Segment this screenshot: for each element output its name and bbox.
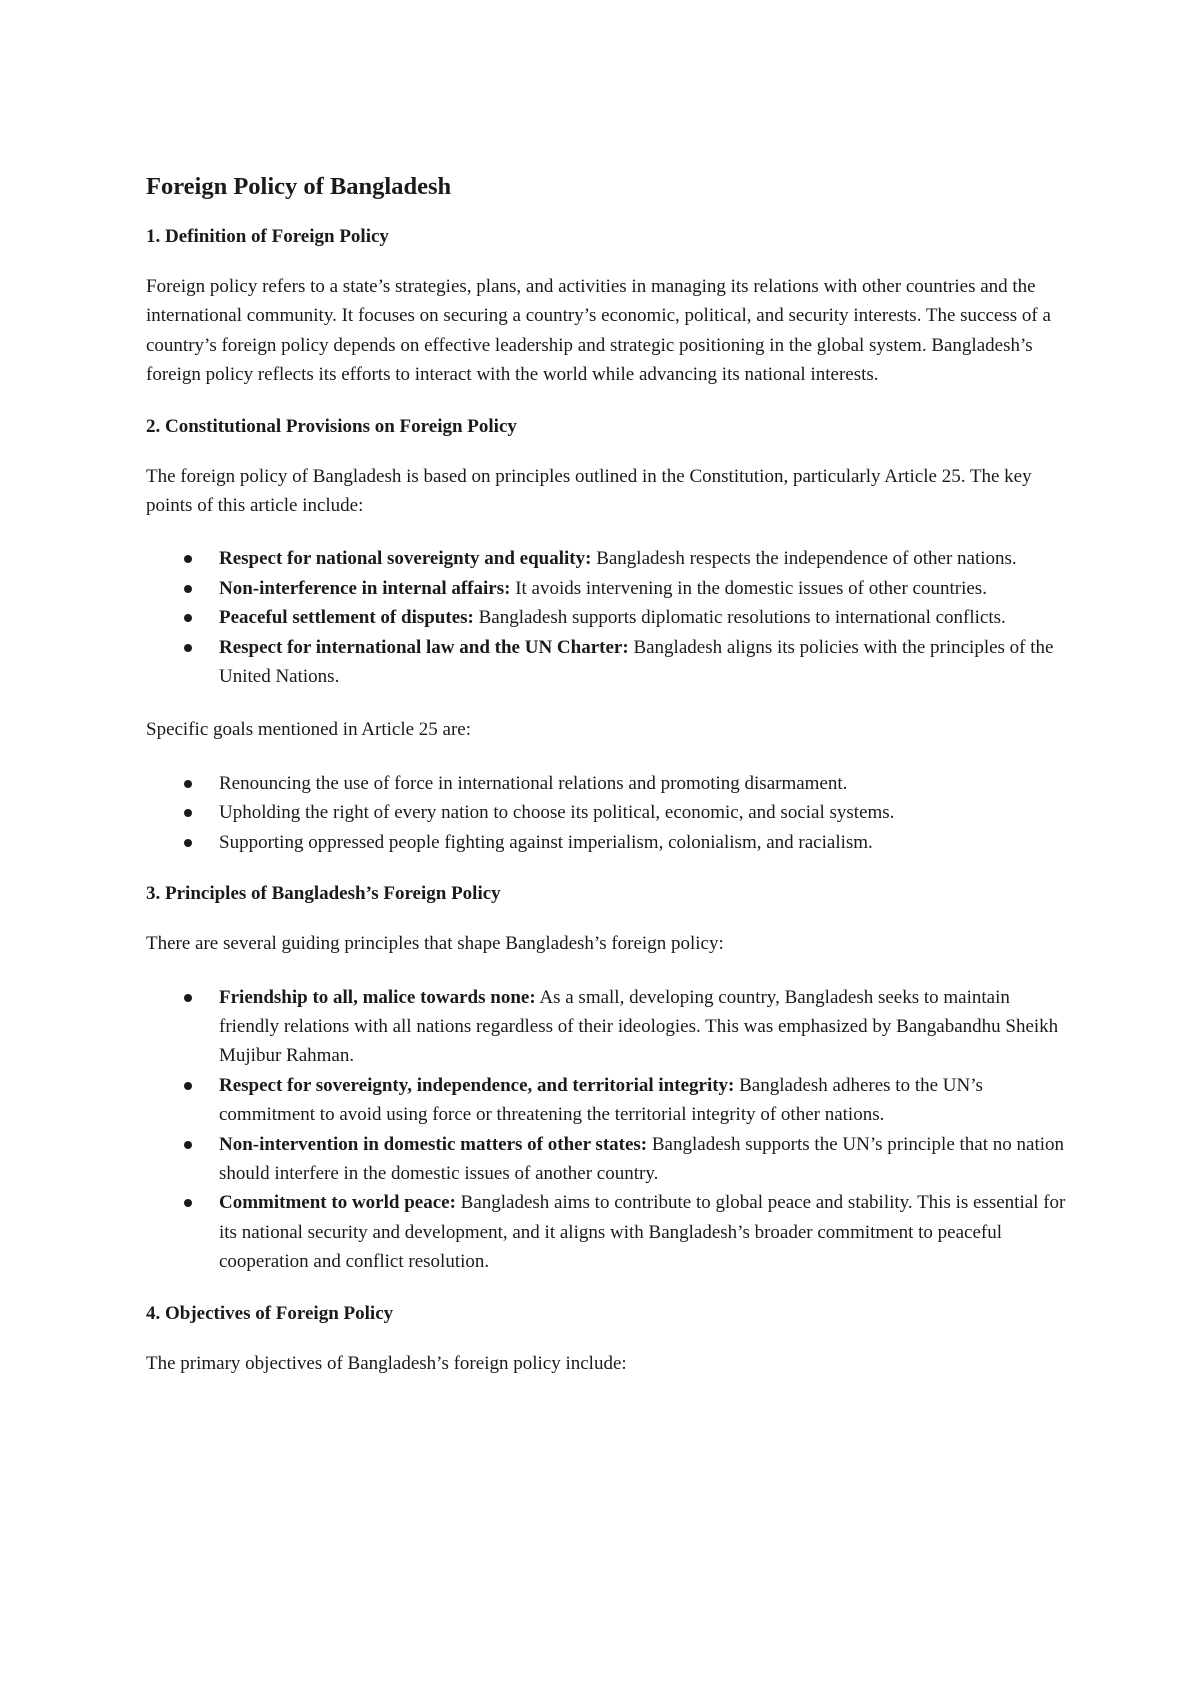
point-text: Bangladesh adheres to the UN’s commitment to avoid using force or threatening the territorial integrity of other nations. [219,1074,983,1126]
point-label: Non-interference in internal affairs: [219,577,511,599]
point-label: Respect for international law and the UN Charter: [219,636,629,658]
goals-list [146,769,1066,857]
goal-text: Renouncing the use of force in international relations and promoting disarmament. [219,772,848,794]
objectives-intro: The primary objectives of Bangladesh’s foreign policy include: [146,1352,627,1374]
bullet-icon [184,994,192,1002]
point-text: Bangladesh supports diplomatic resolutions to international conflicts. [473,607,1006,629]
constitutional-intro: The foreign policy of Bangladesh is based on principles outlined in the Constitution, particularly Article 25. The key points of this article include: [146,465,1032,517]
list-item [146,769,1066,798]
list-item [146,1071,1066,1130]
point-text: As a small, developing country, Bangladesh seeks to maintain friendly relations with all nations regardless of their ideologies. This was emphasized by Bangabandhu Sheikh Mujibur Rahman. [219,986,1059,1067]
point-label: Friendship to all, malice towards none: [219,986,536,1008]
point-text: Bangladesh respects the independence of other nations. [591,548,1017,570]
point-label: Respect for national sovereignty and equality: [219,548,592,570]
bullet-icon [184,809,192,817]
point-text: Bangladesh aims to contribute to global peace and stability. This is essential for its national security and development, and it aligns with Bangladesh’s broader commitment to peaceful cooperation and conflict resolution. [219,1192,1066,1273]
list-item [146,1130,1066,1189]
document-page [146,172,1066,1402]
bullet-icon [184,644,192,652]
list-item [146,1188,1066,1276]
definition-paragraph: Foreign policy refers to a state’s strategies, plans, and activities in managing its relations with other countries and the international community. It focuses on securing a country’s economic, political, and security interests. The success of a country’s foreign policy depends on effective leadership and strategic positioning in the global system. Bangladesh’s foreign policy reflects its efforts to interact with the world while advancing its national interests. [146,276,1051,386]
bullet-icon [184,614,192,622]
section-heading-principles: 3. Principles of Bangladesh’s Foreign Policy [146,883,501,905]
list-item [146,828,1066,857]
bullet-icon [184,585,192,593]
list-item [146,544,1066,573]
constitutional-points-list [146,544,1066,691]
point-text: Bangladesh supports the UN’s principle that no nation should interfere in the domestic issues of another country. [219,1133,1065,1184]
section-heading-objectives: 4. Objectives of Foreign Policy [146,1302,394,1324]
goal-text: Upholding the right of every nation to choose its political, economic, and social systems. [219,802,895,824]
list-item [146,574,1066,603]
document-title: Foreign Policy of Bangladesh [146,173,452,200]
bullet-icon [184,1199,192,1207]
bullet-icon [184,780,192,788]
list-item [146,603,1066,632]
point-text: Bangladesh aligns its policies with the principles of the United Nations. [219,636,1054,688]
point-label: Commitment to world peace: [219,1192,456,1214]
goal-text: Supporting oppressed people fighting against imperialism, colonialism, and racialism. [219,831,873,853]
point-label: Peaceful settlement of disputes: [219,607,474,629]
principles-intro: There are several guiding principles that shape Bangladesh’s foreign policy: [146,933,724,955]
section-heading-constitutional: 2. Constitutional Provisions on Foreign Policy [146,415,517,437]
bullet-icon [184,555,192,563]
point-text: It avoids intervening in the domestic issues of other countries. [510,577,987,599]
bullet-icon [184,1141,192,1149]
list-item [146,983,1066,1071]
point-label: Respect for sovereignty, independence, and territorial integrity: [219,1074,735,1096]
goals-intro: Specific goals mentioned in Article 25 are: [146,719,472,741]
section-heading-definition: 1. Definition of Foreign Policy [146,226,389,247]
bullet-icon [184,839,192,847]
bullet-icon [184,1082,192,1090]
list-item [146,798,1066,827]
list-item [146,633,1066,692]
principles-list [146,983,1066,1277]
point-label: Non-intervention in domestic matters of other states: [219,1133,648,1155]
